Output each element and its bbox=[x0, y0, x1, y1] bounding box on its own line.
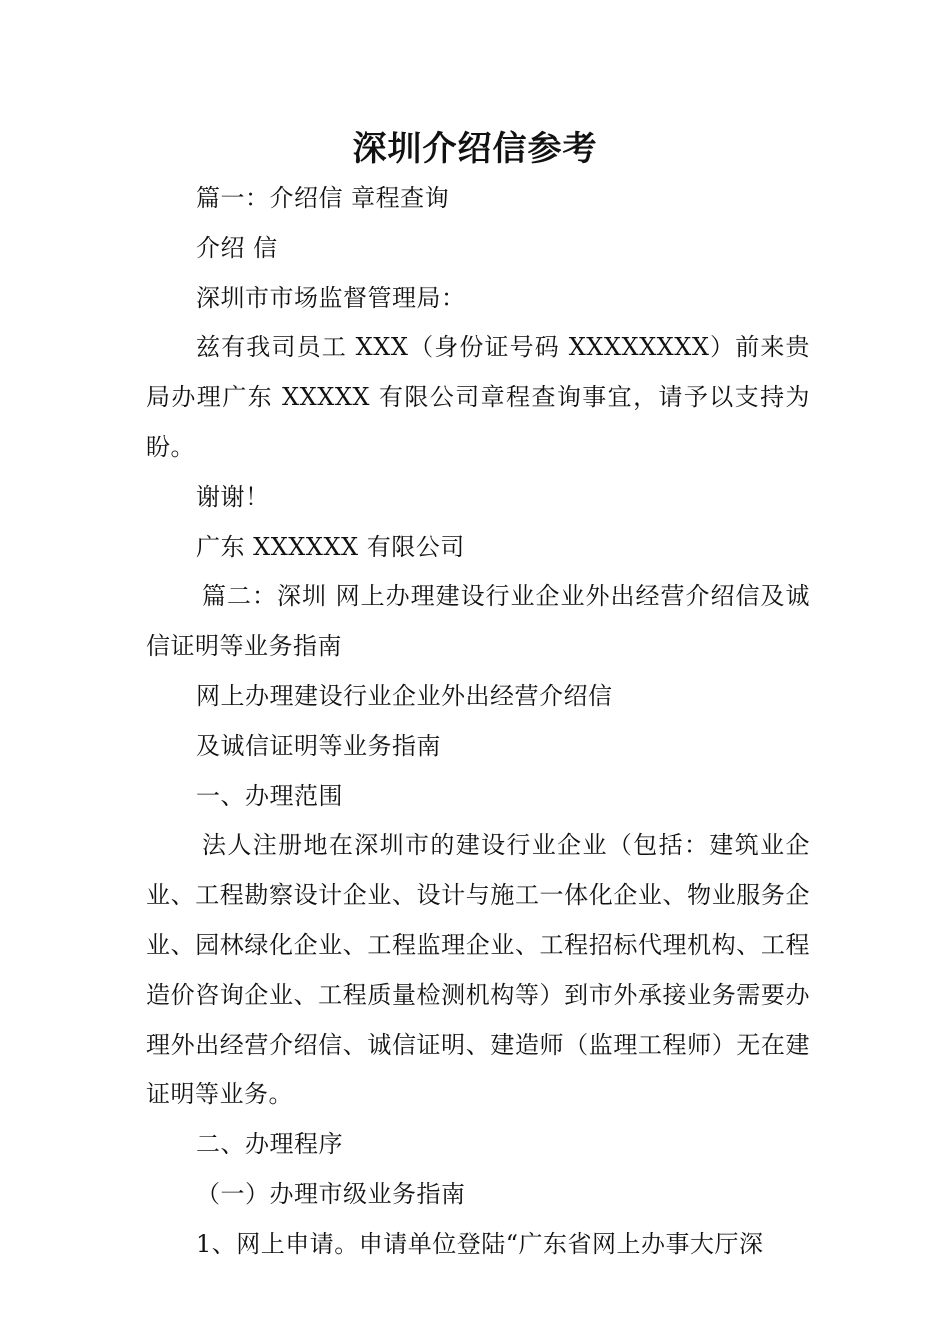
section-heading-part-one: 篇一：介绍信 章程查询 bbox=[196, 184, 450, 212]
document-title: 深圳介绍信参考 bbox=[352, 129, 598, 169]
letter-body: 兹有我司员工 XXX（身份证号码 XXXXXXXX）前来贵局办理广东 XXXXX 有限公司章程查询事宜，请予以支持为盼。 bbox=[146, 333, 810, 461]
guide-title-line-2: 及诚信证明等业务指南 bbox=[196, 731, 441, 760]
document-body bbox=[146, 174, 810, 1270]
section-heading-part-two: 篇二：深圳 网上办理建设行业企业外出经营介绍信及诚信证明等业务指南 bbox=[146, 582, 810, 661]
guide-title-line-1: 网上办理建设行业企业外出经营介绍信 bbox=[196, 681, 613, 710]
step-online-application: 1、网上申请。申请单位登陆“广东省网上办事大厅深 bbox=[196, 1229, 764, 1258]
subheading-city-level: （一）办理市级业务指南 bbox=[196, 1179, 466, 1208]
letter-recipient: 深圳市市场监督管理局： bbox=[196, 283, 466, 312]
letter-signature: 广东 XXXXXX 有限公司 bbox=[196, 532, 465, 561]
letter-thanks: 谢谢！ bbox=[196, 482, 270, 511]
letter-heading: 介绍 信 bbox=[196, 233, 278, 262]
scope-paragraph: 法人注册地在深圳市的建设行业企业（包括：建筑业企业、工程勘察设计企业、设计与施工一体化企业、物业服务企业、园林绿化企业、工程监理企业、工程招标代理机构、工程造价咨询企业、工程质量检测机构等）到市外承接业务需要办理外出经营介绍信、诚信证明、建造师（监理工程师）无在建证明等业务。 bbox=[146, 831, 810, 1109]
heading-procedure: 二、办理程序 bbox=[196, 1130, 343, 1159]
heading-scope: 一、办理范围 bbox=[196, 781, 343, 810]
